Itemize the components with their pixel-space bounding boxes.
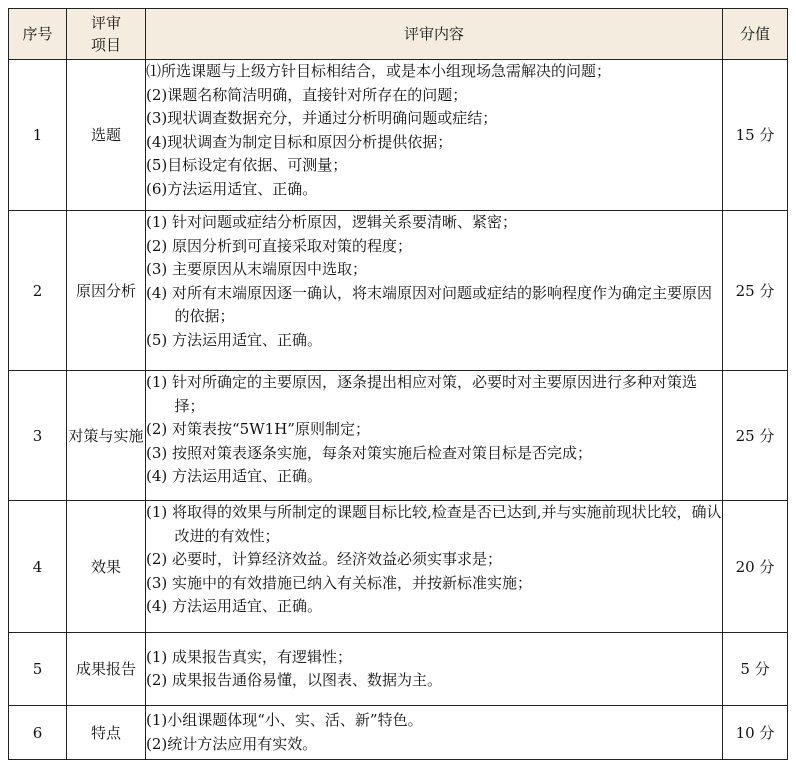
table-body bbox=[9, 60, 788, 760]
score-value: 20 分 bbox=[723, 501, 788, 633]
table-row bbox=[9, 633, 788, 706]
criterion: (4) 方法运用适宜、正确。 bbox=[146, 597, 323, 615]
header-item: 评审项目 bbox=[67, 9, 146, 60]
score-value: 25 分 bbox=[723, 211, 788, 371]
header-content: 评审内容 bbox=[146, 9, 723, 60]
criterion: (3) 按照对策表逐条实施，每条对策实施后检查对策目标是否完成； bbox=[146, 443, 593, 462]
criterion: (4) 对所有末端原因逐一确认，将末端原因对问题或症结的影响程度作为确定主要原因的依据； bbox=[146, 283, 713, 325]
criterion: (3)现状调查数据充分，并通过分析明确问题或症结； bbox=[146, 109, 498, 127]
criterion: (2) 对策表按“5W1H”原则制定； bbox=[146, 420, 370, 438]
table-row bbox=[9, 371, 788, 501]
criterion: (4)现状调查为制定目标和原因分析提供依据； bbox=[146, 132, 453, 151]
row-number: 1 bbox=[9, 60, 67, 211]
table-row bbox=[9, 211, 788, 371]
score-value: 15 分 bbox=[723, 60, 788, 211]
header-row bbox=[9, 9, 788, 60]
review-item: 原因分析 bbox=[67, 211, 146, 371]
criterion: ⑴所选课题与上级方针目标相结合，或是本小组现场急需解决的问题； bbox=[146, 62, 612, 80]
table-row bbox=[9, 706, 788, 760]
review-content bbox=[146, 211, 723, 371]
row-number: 4 bbox=[9, 501, 67, 633]
criterion: (5)目标设定有依据、可测量； bbox=[146, 156, 348, 174]
criterion: (5) 方法运用适宜、正确。 bbox=[146, 330, 323, 349]
review-criteria-table bbox=[8, 8, 788, 760]
criterion: (1) 将取得的效果与所制定的课题目标比较,检查是否已达到,并与实施前现状比较，确认改进的有效性； bbox=[146, 503, 722, 545]
criterion: (3) 实施中的有效措施已纳入有关标准，并按新标准实施； bbox=[146, 573, 533, 592]
row-number: 5 bbox=[9, 633, 67, 706]
review-content bbox=[146, 501, 723, 633]
table-row bbox=[9, 501, 788, 633]
criterion: (2)统计方法应用有实效。 bbox=[146, 734, 318, 753]
criterion: (3) 主要原因从末端原因中选取； bbox=[146, 260, 368, 278]
review-item: 对策与实施 bbox=[67, 371, 146, 501]
review-item: 效果 bbox=[67, 501, 146, 633]
header-score: 分值 bbox=[723, 9, 788, 60]
review-item: 成果报告 bbox=[67, 633, 146, 706]
review-item: 选题 bbox=[67, 60, 146, 211]
review-content bbox=[146, 60, 723, 211]
review-content bbox=[146, 371, 723, 501]
criterion: (4) 方法运用适宜、正确。 bbox=[146, 467, 323, 485]
row-number: 6 bbox=[9, 706, 67, 760]
criterion: (2) 成果报告通俗易懂，以图表、数据为主。 bbox=[146, 671, 443, 689]
criterion: (2) 必要时，计算经济效益。经济效益必须实事求是； bbox=[146, 550, 503, 568]
criterion: (2) 原因分析到可直接采取对策的程度； bbox=[146, 236, 413, 255]
review-content bbox=[146, 633, 723, 706]
criterion: (1) 针对所确定的主要原因，逐条提出相应对策，必要时对主要原因进行多种对策选择； bbox=[146, 373, 698, 415]
criterion: (6)方法运用适宜、正确。 bbox=[146, 179, 318, 198]
criterion: (1) 成果报告真实，有逻辑性； bbox=[146, 647, 353, 666]
row-number: 2 bbox=[9, 211, 67, 371]
score-value: 25 分 bbox=[723, 371, 788, 501]
row-number: 3 bbox=[9, 371, 67, 501]
criterion: (2)课题名称简洁明确，直接针对所存在的问题； bbox=[146, 85, 468, 104]
review-item: 特点 bbox=[67, 706, 146, 760]
table-row bbox=[9, 60, 788, 211]
table-header bbox=[9, 9, 788, 60]
criterion: (1)小组课题体现“小、实、活、新”特色。 bbox=[146, 711, 423, 729]
score-value: 10 分 bbox=[723, 706, 788, 760]
header-no: 序号 bbox=[9, 9, 67, 60]
score-value: 5 分 bbox=[723, 633, 788, 706]
review-content bbox=[146, 706, 723, 760]
criterion: (1) 针对问题或症结分析原因，逻辑关系要清晰、紧密； bbox=[146, 213, 518, 231]
